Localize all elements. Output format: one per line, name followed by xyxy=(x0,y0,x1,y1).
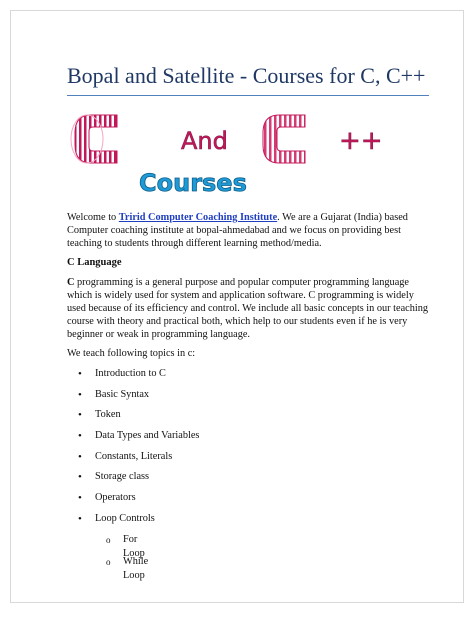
bullet-icon: • xyxy=(78,471,82,484)
intro-paragraph xyxy=(67,211,429,250)
list-item: • Data Types and Variables xyxy=(78,430,200,443)
institute-link[interactable]: Tririd Computer Coaching Institute xyxy=(118,212,278,223)
page-title: Bopal and Satellite - Courses for C, C++ xyxy=(67,63,426,88)
document-page: Bopal and Satellite - Courses for C, C++ And ++ Courses Welcome to Tririd Computer Coaching Institute. We are a Gujarat (India) based Computer coaching institute at bopal-ahmedabad and we focus on providing best teaching to students through different learning method/media. C Language C programming is a general purpose and popular computer programming language which is widely used for system and application software. C programming is widely used because of its efficiency and control. We include all basic concepts in our teaching course with theory and practical both, which help to our students even if he is very beginner or weak in programming language. We teach following topics in c: • Introduction to C • Basic Syntax • Token • Data Types and Variables • Constants, Literals • Storage class • Operators • Loop Controls o For Loop o While Loop xyxy=(10,10,464,603)
list-item: • Token xyxy=(78,409,121,422)
intro-prefix: Welcome to xyxy=(67,212,119,223)
bullet-icon: • xyxy=(78,492,82,505)
c-logo-right xyxy=(263,115,305,163)
paragraph-body: programming is a general purpose and popular computer programming language which is widely used for system and application software. C programming is widely used because of its efficiency and control. We include all basic concepts in our teaching course with theory and practical both, which help to our students even if he is very beginner or weak in programming language. xyxy=(67,277,429,340)
circle-bullet-icon: o xyxy=(106,535,111,545)
bullet-icon: • xyxy=(78,430,82,443)
intro-suffix: . We are a Gujarat (India) based Computer coaching institute at bopal-ahmedabad and we focus on providing best teaching to students through different learning method/media. xyxy=(67,212,408,249)
list-item: • Storage class xyxy=(78,471,150,484)
bullet-icon: • xyxy=(78,368,82,380)
banner-plus-text: ++ xyxy=(339,126,383,156)
list-item: • Operators xyxy=(78,492,136,505)
topics-list xyxy=(67,367,407,533)
bullet-icon: • xyxy=(78,512,82,525)
c-language-paragraph xyxy=(67,276,429,341)
c-logo-left xyxy=(71,115,117,163)
course-banner-image xyxy=(69,107,433,199)
topics-lead: We teach following topics in c: xyxy=(67,348,196,359)
title-divider xyxy=(67,95,429,96)
bullet-icon: • xyxy=(78,409,82,422)
paragraph-bold-lead: C xyxy=(67,277,75,288)
circle-bullet-icon: o xyxy=(106,557,111,567)
bullet-icon: • xyxy=(78,388,82,401)
list-item: • Constants, Literals xyxy=(78,450,173,463)
banner-and-text: And xyxy=(181,127,228,155)
bullet-icon: • xyxy=(78,450,82,463)
section-heading: C Language xyxy=(67,257,122,268)
banner-courses-text: Courses xyxy=(139,169,247,197)
list-item: • Introduction to C xyxy=(78,368,166,380)
list-item: • Loop Controls xyxy=(78,512,155,525)
list-item: • Basic Syntax xyxy=(78,388,150,401)
